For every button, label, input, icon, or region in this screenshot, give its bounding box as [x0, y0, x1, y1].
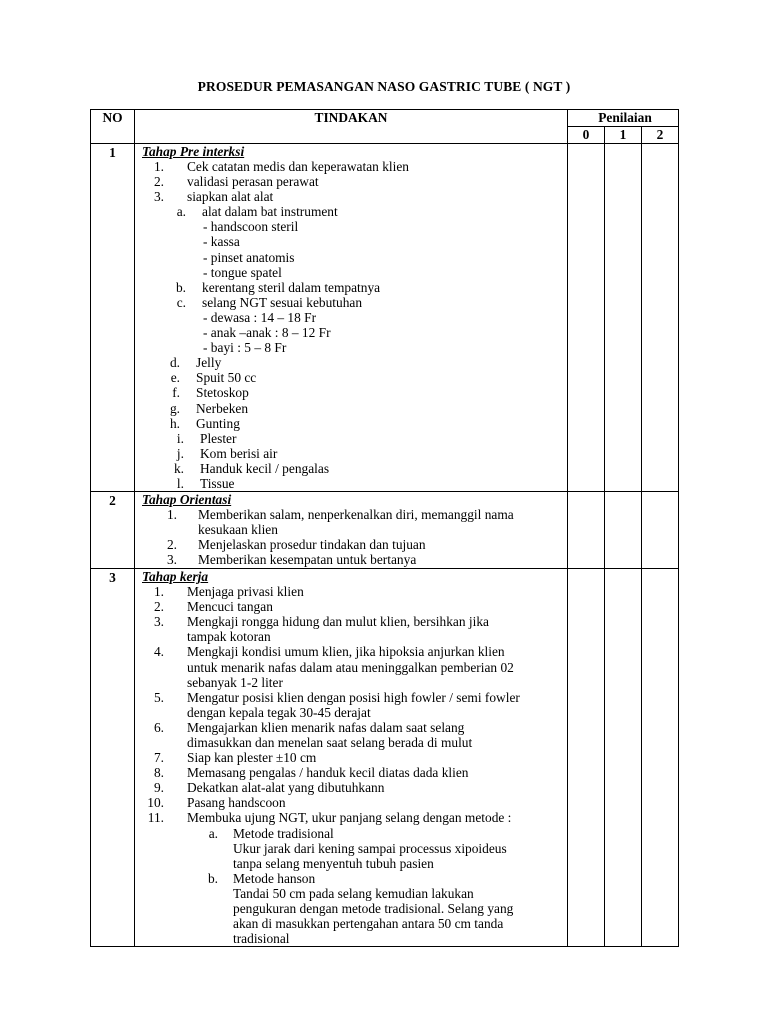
item-text: Jelly — [196, 355, 222, 371]
list-item — [135, 431, 567, 446]
section-row — [91, 144, 679, 492]
list-item — [135, 931, 567, 946]
item-number: c. — [176, 294, 186, 310]
item-number: 2. — [166, 537, 177, 553]
list-item — [135, 340, 567, 355]
item-text: - kassa — [203, 234, 240, 250]
item-number: 4. — [153, 644, 164, 660]
list-item — [135, 599, 567, 614]
list-item — [135, 750, 567, 765]
list-item — [135, 675, 567, 690]
section-title: Tahap kerja — [142, 569, 209, 585]
item-text: - bayi : 5 – 8 Fr — [203, 340, 287, 356]
score-cell-2[interactable] — [642, 144, 679, 492]
list-item — [135, 446, 567, 461]
item-number: k. — [173, 460, 184, 476]
item-number: j. — [176, 445, 184, 461]
list-item — [135, 780, 567, 795]
list-item — [135, 856, 567, 871]
item-text: Pasang handscoon — [187, 795, 286, 811]
item-text: tanpa selang menyentuh tubuh pasien — [233, 855, 434, 871]
item-text: akan di masukkan pertengahan antara 50 cm tanda — [233, 916, 504, 932]
score-cell-2[interactable] — [642, 569, 679, 947]
item-number: f. — [172, 385, 180, 401]
item-text: Plester — [200, 430, 237, 446]
item-number: 8. — [153, 765, 164, 781]
list-item — [135, 537, 567, 552]
list-item — [135, 507, 567, 522]
list-item — [135, 810, 567, 825]
list-item — [135, 189, 567, 204]
section-lines — [135, 584, 567, 946]
list-item — [135, 735, 567, 750]
item-text: Spuit 50 cc — [196, 370, 257, 386]
item-text: Memasang pengalas / handuk kecil diatas dada klien — [187, 765, 469, 781]
item-text: selang NGT sesuai kebutuhan — [202, 294, 363, 310]
item-text: - pinset anatomis — [203, 249, 295, 265]
item-text: Metode tradisional — [233, 825, 334, 841]
item-text: dimasukkan dan menelan saat selang berada di mulut — [187, 735, 473, 750]
list-item — [135, 886, 567, 901]
item-text: Tissue — [200, 475, 235, 491]
list-item — [135, 476, 567, 491]
list-item — [135, 325, 567, 340]
score-header-0: 0 — [568, 127, 605, 144]
list-item — [135, 234, 567, 249]
item-text: kesukaan klien — [198, 522, 278, 538]
item-number: 5. — [153, 689, 164, 705]
item-number: 9. — [153, 780, 164, 796]
list-item — [135, 416, 567, 431]
list-item — [135, 461, 567, 476]
score-cell-1[interactable] — [605, 569, 642, 947]
item-text: Membuka ujung NGT, ukur panjang selang dengan metode : — [187, 810, 512, 826]
item-text: Handuk kecil / pengalas — [200, 460, 330, 476]
item-number: 1. — [153, 584, 164, 600]
item-text: tampak kotoran — [187, 629, 271, 645]
item-number: 11. — [147, 810, 164, 826]
section-number: 3 — [91, 569, 135, 947]
item-number: e. — [170, 370, 180, 386]
item-text: Nerbeken — [196, 400, 249, 416]
list-item — [135, 174, 567, 189]
item-text: Tandai 50 cm pada selang kemudian lakukan — [233, 885, 474, 901]
list-item — [135, 901, 567, 916]
list-item — [135, 629, 567, 644]
item-text: - dewasa : 14 – 18 Fr — [203, 309, 317, 325]
list-item — [135, 660, 567, 675]
list-item — [135, 841, 567, 856]
item-number: 2. — [153, 599, 164, 615]
item-text: Mengajarkan klien menarik nafas dalam saat selang — [187, 719, 465, 735]
item-number: i. — [176, 430, 184, 446]
item-text: Siap kan plester ±10 cm — [187, 750, 317, 766]
item-number: a. — [208, 825, 218, 841]
section-title: Tahap Orientasi — [142, 492, 232, 508]
list-item — [135, 385, 567, 400]
item-text: tradisional — [233, 931, 290, 947]
item-text: dengan kepala tegak 30-45 derajat — [187, 704, 371, 720]
item-number: 7. — [153, 750, 164, 766]
list-item — [135, 219, 567, 234]
item-text: validasi perasan perawat — [187, 174, 319, 190]
header-penilaian: Penilaian — [568, 110, 679, 127]
item-number: g. — [169, 400, 180, 416]
score-cell-0[interactable] — [568, 144, 605, 492]
item-text: Memberikan kesempatan untuk bertanya — [198, 552, 417, 568]
item-number: 6. — [153, 719, 164, 735]
section-title: Tahap Pre interksi — [142, 144, 245, 159]
list-item — [135, 614, 567, 629]
list-item — [135, 552, 567, 567]
item-text: Stetoskop — [196, 385, 249, 401]
list-item — [135, 355, 567, 370]
item-text: Menjaga privasi klien — [187, 584, 304, 600]
list-item — [135, 250, 567, 265]
list-item — [135, 204, 567, 219]
item-number: 1. — [153, 159, 164, 174]
item-text: untuk menarik nafas dalam atau meninggalkan pemberian 02 — [187, 659, 514, 675]
list-item — [135, 720, 567, 735]
item-text: Mengkaji kondisi umum klien, jika hipoksia anjurkan klien — [187, 644, 505, 660]
item-number: b. — [175, 279, 186, 295]
list-item — [135, 690, 567, 705]
score-cell-1[interactable] — [605, 144, 642, 492]
item-text: sebanyak 1-2 liter — [187, 674, 283, 690]
item-text: kerentang steril dalam tempatnya — [202, 279, 381, 295]
item-number: l. — [176, 475, 184, 491]
list-item — [135, 401, 567, 416]
score-header-1: 1 — [605, 127, 642, 144]
item-text: Mengkaji rongga hidung dan mulut klien, bersihkan jika — [187, 614, 489, 630]
item-text: - tongue spatel — [203, 264, 282, 280]
item-text: pengukuran dengan metode tradisional. Selang yang — [233, 901, 514, 917]
item-text: Ukur jarak dari kening sampai processus xipoideus — [233, 840, 507, 856]
item-text: Dekatkan alat-alat yang dibutuhkann — [187, 780, 385, 796]
item-number: 3. — [166, 552, 177, 568]
list-item — [135, 795, 567, 810]
list-item — [135, 705, 567, 720]
section-row — [91, 569, 679, 947]
header-tindakan: TINDAKAN — [135, 110, 568, 144]
item-number: b. — [207, 870, 218, 886]
list-item — [135, 310, 567, 325]
item-text: Metode hanson — [233, 870, 316, 886]
section-content — [135, 492, 568, 569]
item-text: alat dalam bat instrument — [202, 204, 338, 220]
item-text: Menjelaskan prosedur tindakan dan tujuan — [198, 537, 426, 553]
header-no: NO — [91, 110, 135, 144]
procedure-table — [90, 109, 679, 947]
list-item — [135, 295, 567, 310]
item-text: Gunting — [196, 415, 240, 431]
score-cell-0[interactable] — [568, 492, 605, 569]
page-title: PROSEDUR PEMASANGAN NASO GASTRIC TUBE ( NGT ) — [197, 79, 571, 94]
section-number: 2 — [91, 492, 135, 569]
item-text: - anak –anak : 8 – 12 Fr — [203, 325, 331, 341]
item-text: Mengatur posisi klien dengan posisi high fowler / semi fowler — [187, 689, 520, 705]
item-number: 3. — [153, 189, 164, 205]
list-item — [135, 644, 567, 659]
section-content — [135, 569, 568, 947]
section-row — [91, 492, 679, 569]
list-item — [135, 826, 567, 841]
section-lines — [135, 507, 567, 567]
item-number: 10. — [147, 795, 164, 811]
item-text: Cek catatan medis dan keperawatan klien — [187, 159, 409, 174]
section-lines — [135, 159, 567, 491]
item-number: 2. — [153, 174, 164, 190]
item-number: 3. — [153, 614, 164, 630]
list-item — [135, 265, 567, 280]
list-item — [135, 370, 567, 385]
score-header-2: 2 — [642, 127, 679, 144]
section-content — [135, 144, 568, 492]
score-cell-2[interactable] — [642, 492, 679, 569]
item-text: Memberikan salam, nenperkenalkan diri, memanggil nama — [198, 507, 514, 523]
item-number: h. — [169, 415, 180, 431]
list-item — [135, 280, 567, 295]
list-item — [135, 522, 567, 537]
section-number: 1 — [91, 144, 135, 492]
score-cell-0[interactable] — [568, 569, 605, 947]
item-number: d. — [169, 355, 180, 371]
item-text: siapkan alat alat — [187, 189, 274, 205]
list-item — [135, 765, 567, 780]
item-number: a. — [176, 204, 186, 220]
score-cell-1[interactable] — [605, 492, 642, 569]
list-item — [135, 584, 567, 599]
item-text: - handscoon steril — [203, 219, 299, 235]
list-item — [135, 871, 567, 886]
item-number: 1. — [166, 507, 177, 523]
list-item — [135, 159, 567, 174]
item-text: Mencuci tangan — [187, 599, 273, 615]
item-text: Kom berisi air — [200, 445, 278, 461]
list-item — [135, 916, 567, 931]
